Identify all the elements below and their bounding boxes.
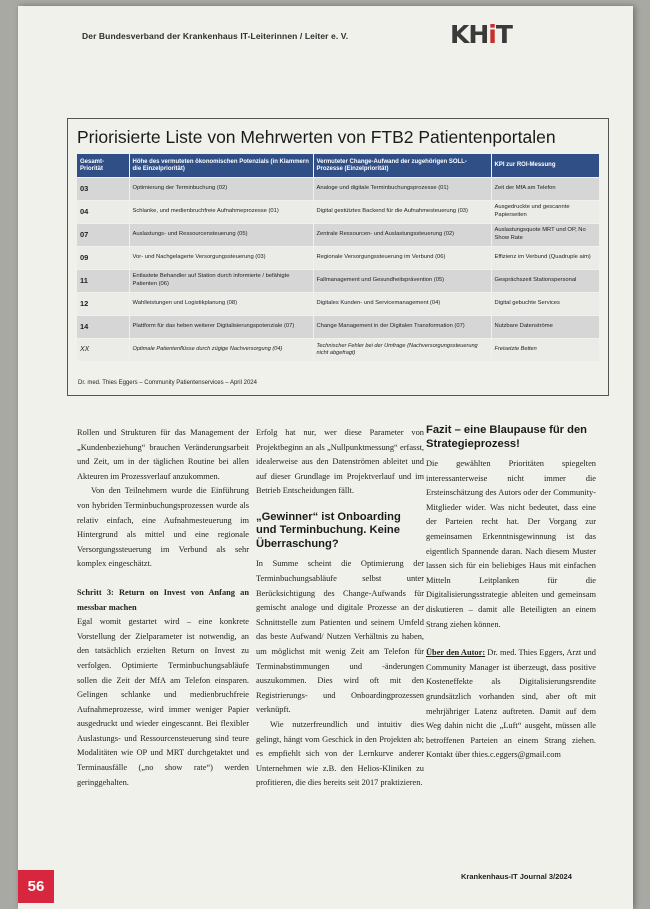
journal-footer: Krankenhaus-IT Journal 3/2024 xyxy=(461,872,572,881)
author-label: Über den Autor: xyxy=(426,648,486,658)
table-cell: Auslastungsquote MRT und OP, No Show Rate xyxy=(491,224,599,247)
table-row xyxy=(77,178,599,201)
priority-table xyxy=(77,154,600,361)
column-header: Höhe des vermuteten ökonomischen Potenzials (in Klammern die Einzelpriorität) xyxy=(129,154,313,178)
table-cell: Digital gestütztes Backend für die Aufnahmesteuerung (03) xyxy=(313,201,491,224)
table-cell: 12 xyxy=(77,293,129,316)
table-cell: Auslastungs- und Ressourcensteuerung (05) xyxy=(129,224,313,247)
article-column-3 xyxy=(426,424,596,763)
figure-source: Dr. med. Thies Eggers – Community Patientenservices – April 2024 xyxy=(78,380,257,386)
section-heading: „Gewinner“ ist Onboarding und Terminbuchung. Keine Überraschung? xyxy=(256,510,401,550)
paragraph: Die gewählten Prioritäten spiegelten interessanterweise nicht immer die Ersteinschätzung des Autors oder der Community-Mitglieder wider. Was nicht bedeutet, dass eine der Parteien recht hat. Der Vorgang zur gemeinsamen Erkenntnisgewinnung ist das eigentlich Spannende daran. Nach diesem Muster lassen sich für ein beliebiges Haus mit einfachen Mitteln Leitplanken für die Digitalisierungsstrategie ableiten und gemeinsam diskutieren – damit alle Beteiligten an einem Strang ziehen können. xyxy=(426,459,596,629)
author-text: Dr. med. Thies Eggers, Arzt und Community Manager ist überzeugt, dass positive Kosteneffekte als Digitalisierungsrendite grundsätzlich vorhanden sind, aber oft mit mehrjähriger Latenz auftreten. Damit auf dem Weg dahin nicht die „Luft“ ausgeht, müssen alle betroffenen Parteien an einem Strang ziehen. Kontakt über thies.c.eggers@gmail.com xyxy=(426,648,596,760)
paragraph: Egal womit gestartet wird – eine konkrete Vorstellung der Zielparameter ist notwendig, an den tatsächlich erzielten Return on Invest zu verfolgen. Optimierte Terminbuchungsabläufe sollen die Zeit der MfA am Telefon einsparen. Gelingen schlanke und medienbruchfreie Aufnahmeprozesse, wird immer weniger Papier ausgedruckt und wieder eingescannt. Bei flexibler Auslastungs- und Ressourcensteuerung sind teure Modalitäten wie OP und MRT durchgetaktet und Terminausfälle („no show rate“) werden geringgehalten. xyxy=(77,617,249,787)
paragraph: Rollen und Strukturen für das Management der „Kundenbeziehung“ brauchen Veränderungsarbeit und Zeit, um in der täglichen Routine bei allen Akteuren im Prozessverlauf anzukommen. xyxy=(77,428,249,481)
table-row xyxy=(77,316,599,339)
table-cell: Vor- und Nachgelagerte Versorgungssteuerung (03) xyxy=(129,247,313,270)
table-cell: Digitales Kunden- und Servicemanagement (04) xyxy=(313,293,491,316)
table-cell: Nutzbare Datenströme xyxy=(491,316,599,339)
table-cell: 04 xyxy=(77,201,129,224)
table-cell: XX xyxy=(77,339,129,362)
magazine-page xyxy=(18,6,633,909)
paragraph: Von den Teilnehmern wurde die Einführung von hybriden Terminbuchungsprozessen wurde als relativ einfach, eine Aufnahmesteuerung im Hintergrund als mittel und eine regionale Versorgungssteuerung im Verbund als sehr komplex eingeschätzt. xyxy=(77,486,249,569)
author-bio xyxy=(426,646,596,763)
table-row xyxy=(77,293,599,316)
priority-table-figure xyxy=(67,118,609,396)
table-cell: Effizienz im Verbund (Quadruple aim) xyxy=(491,247,599,270)
paragraph: Erfolg hat nur, wer diese Parameter von Projektbeginn an als „Nullpunktmessung“ erfasst, idealerweise aus den Datenströmen ableitet und auf dieser Grundlage im Projektverlauf und im Betrieb Entscheidungen fällt. xyxy=(256,428,424,496)
section-heading: Fazit – eine Blaupause für den Strategieprozess! xyxy=(426,424,588,450)
table-cell: Entlastete Behandler auf Station durch informierte / befähigte Patienten (06) xyxy=(129,270,313,293)
table-cell: Gesprächszeit Stationspersonal xyxy=(491,270,599,293)
table-cell: 03 xyxy=(77,178,129,201)
figure-title: Priorisierte Liste von Mehrwerten von FTB2 Patientenportalen xyxy=(77,127,556,147)
article-column-1 xyxy=(77,426,249,790)
table-cell: Analoge und digitale Terminbuchungsprozesse (01) xyxy=(313,178,491,201)
table-header-row xyxy=(77,154,599,178)
table-cell: Fallmanagement und Gesundheitsprävention (05) xyxy=(313,270,491,293)
table-cell: Ausgedruckte und gescannte Papierseiten xyxy=(491,201,599,224)
table-cell: Change Management in der Digitalen Transformation (07) xyxy=(313,316,491,339)
subheading: Schritt 3: Return on Invest von Anfang an messbar machen xyxy=(77,587,249,612)
table-cell: Optimale Patientenflüsse durch zügige Nachversorgung (04) xyxy=(129,339,313,362)
table-cell: 14 xyxy=(77,316,129,339)
table-cell: 07 xyxy=(77,224,129,247)
table-cell: Technischer Fehler bei der Umfrage (Nachversorgungssteuerung nicht abgefragt) xyxy=(313,339,491,362)
column-header: KPI zur ROI-Messung xyxy=(491,154,599,178)
paragraph: In Summe scheint die Optimierung der Terminbuchungsabläufe selbst unter Berücksichtigung des Change-Aufwands für gemischt analoge und digitale Prozesse an der Schnittstelle zum Patienten und seinem Umfeld das beste Aufwand/ Nutzen Verhältnis zu haben, um möglichst mit wenig Zeit am Telefon für Terminabstimmungen und -änderungen auszukommen. Dies wird oft mit den Registrierungs- und Onboardingprozessen verknüpft. xyxy=(256,559,424,715)
column-header: Gesamt-Priorität xyxy=(77,154,129,178)
table-cell: Plattform für das heben weiterer Digitalisierungspotenziale (07) xyxy=(129,316,313,339)
table-row xyxy=(77,339,599,362)
table-cell: Schlanke, und medienbruchfreie Aufnahmeprozesse (01) xyxy=(129,201,313,224)
paragraph: Wie nutzerfreundlich und intuitiv dies gelingt, hängt vom Geschick in den Projekten ab; es empfiehlt sich von der Lernkurve anderer Unternehmen wie z.B. den Helios-Kliniken zu profitieren, die dies bereits seit 2017 praktizieren. xyxy=(256,720,424,788)
table-cell: 09 xyxy=(77,247,129,270)
table-cell: Zeit der MfA am Telefon xyxy=(491,178,599,201)
table-row xyxy=(77,270,599,293)
table-row xyxy=(77,201,599,224)
table-cell: Wahlleistungen und Logistikplanung (08) xyxy=(129,293,313,316)
page-number: 56 xyxy=(18,870,54,903)
article-column-2 xyxy=(256,426,424,791)
table-cell: Freisetzte Betten xyxy=(491,339,599,362)
table-cell: Regionale Versorgungssteuerung im Verbund (06) xyxy=(313,247,491,270)
column-header: Vermuteter Change-Aufwand der zugehörigen SOLL-Prozesse (Einzelpriorität) xyxy=(313,154,491,178)
association-header: Der Bundesverband der Krankenhaus IT-Leiterinnen / Leiter e. V. xyxy=(82,31,349,41)
table-cell: Zentrale Ressourcen- und Auslastungssteuerung (02) xyxy=(313,224,491,247)
table-row xyxy=(77,224,599,247)
table-cell: Digital gebuchte Services xyxy=(491,293,599,316)
table-cell: 11 xyxy=(77,270,129,293)
table-row xyxy=(77,247,599,270)
table-cell: Optimierung der Terminbuchung (02) xyxy=(129,178,313,201)
khit-logo: KHiT xyxy=(450,20,512,49)
